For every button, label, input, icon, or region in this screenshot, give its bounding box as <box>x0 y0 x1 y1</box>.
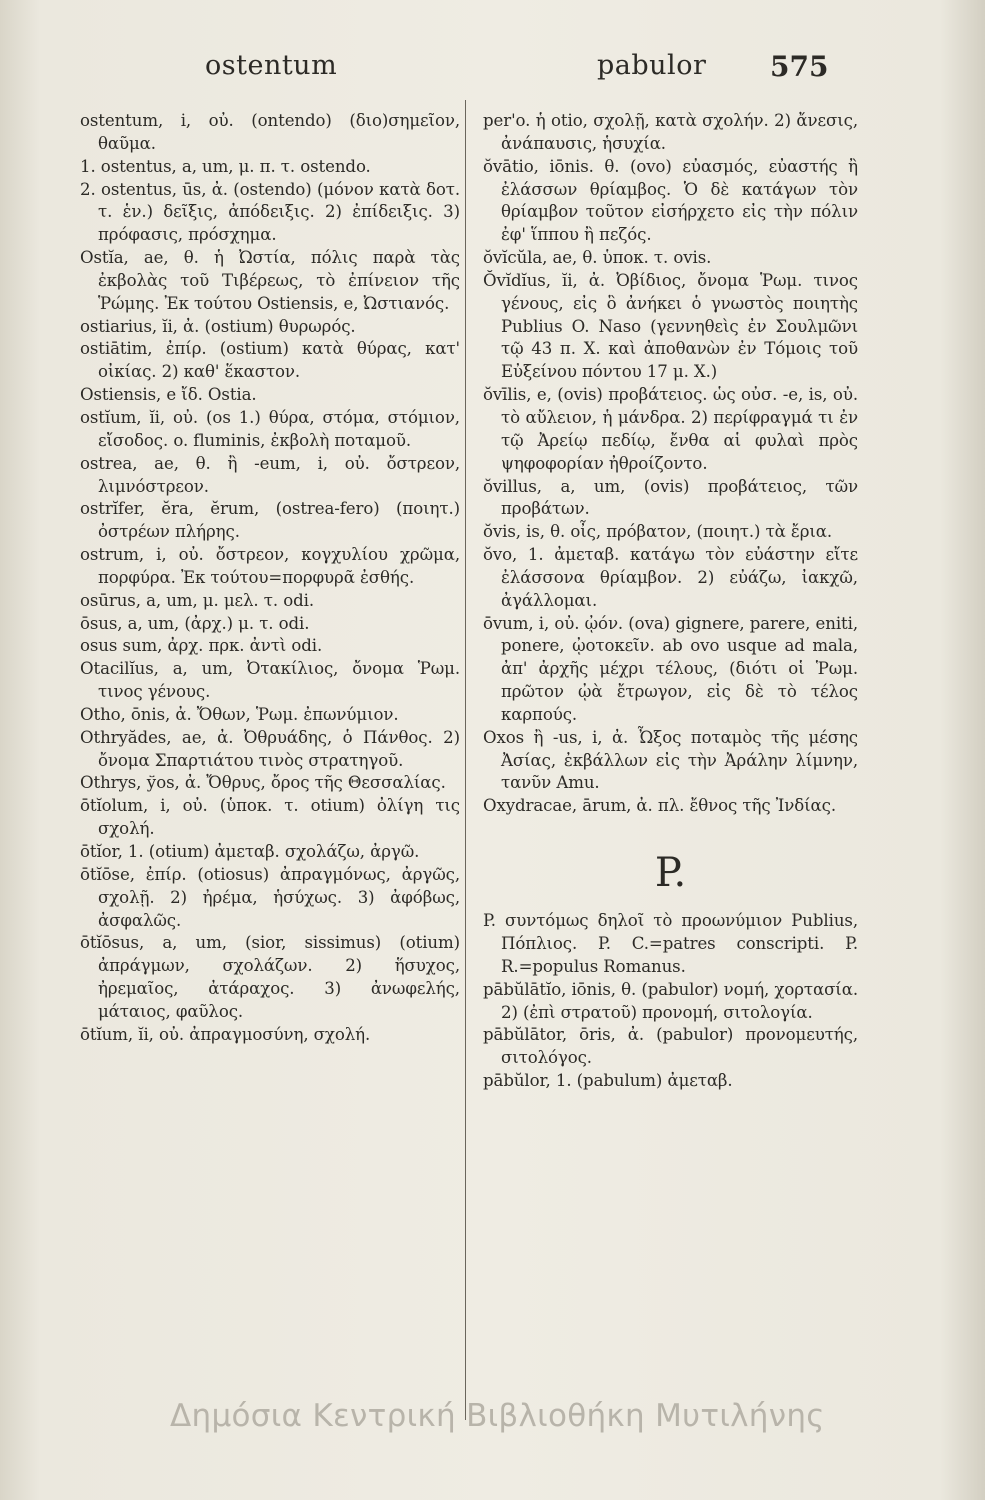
dictionary-entry: Ŏvĭdĭus, ĭi, ἀ. Ὀβίδιος, ὄνομα Ῥωμ. τινος γένους, εἰς ὃ ἀνήκει ὁ γνωστὸς ποιητὴς Publius O. Naso (γεννηθεὶς ἐν Σουλμῶνι τῷ 43 π. X. καὶ ἀποθανὼν ἐν Τόμοις τοῦ Εὐξείνου πόντου 17 μ. X.) <box>483 270 858 382</box>
dictionary-entry: Oxydracae, ārum, ἀ. πλ. ἔθνος τῆς Ἰνδίας. <box>483 796 836 816</box>
running-header <box>0 50 985 94</box>
dictionary-entry: Otho, ōnis, ἀ. Ὄθων, Ῥωμ. ἐπωνύμιον. <box>80 704 399 724</box>
dictionary-entry: ōtĭōse, ἐπίρ. (otiosus) ἀπραγμόνως, ἀργῶς, σχολῇ. 2) ἠρέμα, ἡσύχως. 3) ἀφόβως, ἀσφαλῶς. <box>80 864 460 930</box>
dictionary-entry: per'o. ἡ otio, σχολῇ, κατὰ σχολήν. 2) ἄνεσις, ἀνάπαυσις, ἡσυχία. <box>483 111 858 153</box>
dictionary-entry: Ostĭa, ae, θ. ἡ Ὠστία, πόλις παρὰ τὰς ἐκβολὰς τοῦ Τιβέρεως, τὸ ἐπίνειον τῆς Ῥώμης. Ἐκ τούτου Ostiensis, e, Ὠστιανός. <box>80 248 460 313</box>
right-entries-o <box>483 110 858 818</box>
dictionary-entry: ōtĭolum, i, οὐ. (ὑποκ. τ. otium) ὀλίγη τις σχολή. <box>80 796 460 839</box>
dictionary-entry: ŏvīlis, e, (ovis) προβάτειος. ὡς οὐσ. -e, is, οὐ. τὸ αὔλειον, ἡ μάνδρα. 2) περίφραγμά τι ἐν τῷ Ἀρείῳ πεδίῳ, ἔνθα αἱ φυλαὶ πρὸς ψηφοφορίαν ἠθροίζοντο. <box>483 385 858 473</box>
dictionary-entry: pābŭlātĭo, iōnis, θ. (pabulor) νομή, χορτασία. 2) (ἐπὶ στρατοῦ) προνομή, σιτολογία. <box>483 979 858 1022</box>
header-right-word: pabulor <box>597 50 707 81</box>
left-column <box>80 110 460 1047</box>
dictionary-entry: pābŭlor, 1. (pabulum) ἀμεταβ. <box>483 1071 733 1091</box>
dictionary-entry: ōtĭum, ĭi, οὐ. ἀπραγμοσύνη, σχολή. <box>80 1024 371 1044</box>
dictionary-entry: Othryădes, ae, ἀ. Ὀθρυάδης, ὁ Πάνθος. 2) ὄνομα Σπαρτιάτου τινὸς στρατηγοῦ. <box>80 727 460 770</box>
dictionary-entry: ōtĭor, 1. (otium) ἀμεταβ. σχολάζω, ἀργῶ. <box>80 842 420 861</box>
dictionary-entry: ostentum, i, οὐ. (ontendo) (διο)σημεῖον, θαῦμα. <box>80 111 460 153</box>
dictionary-entry: Otacilĭus, a, um, Ὀτακίλιος, ὄνομα Ῥωμ. τινος γένους. <box>80 659 460 702</box>
dictionary-entry: ostĭum, ĭi, οὐ. (os 1.) θύρα, στόμα, στόμιον, εἴσοδος. o. fluminis, ἐκβολὴ ποταμοῦ. <box>80 407 460 450</box>
dictionary-entry: 2. ostentus, ūs, ἀ. (ostendo) (μόνον κατὰ δοτ. τ. ἑν.) δεῖξις, ἀπόδειξις. 2) ἐπίδειξις. 3) πρόφασις, πρόσχημα. <box>80 179 460 245</box>
dictionary-entry: ostrea, ae, θ. ἢ -eum, i, οὐ. ὄστρεον, λιμνόστρεον. <box>80 453 460 496</box>
dictionary-entry: ŏvo, 1. ἀμεταβ. κατάγω τὸν εὐάστην εἴτε ἐλάσσονα θρίαμβον. 2) εὐάζω, ἰακχῶ, ἀγάλλομαι. <box>483 545 858 610</box>
dictionary-entry: pābŭlātor, ōris, ἀ. (pabulor) προνομευτής, σιτολόγος. <box>483 1025 858 1068</box>
dictionary-entry: 1. ostentus, a, um, μ. π. τ. ostendo. <box>80 156 371 176</box>
right-entries-p <box>483 910 858 1093</box>
dictionary-entry: ostiātim, ἐπίρ. (ostium) κατὰ θύρας, κατ' οἰκίας. 2) καθ' ἕκαστον. <box>80 339 460 382</box>
dictionary-entry: osus sum, ἀρχ. πρκ. ἀντὶ odi. <box>80 636 323 656</box>
right-column <box>483 110 858 1093</box>
library-watermark: Δημόσια Κεντρική Βιβλιοθήκη Μυτιλήνης <box>170 1398 825 1434</box>
dictionary-entry: ōsus, a, um, (ἀρχ.) μ. τ. odi. <box>80 613 310 633</box>
dictionary-entry: ŏvillus, a, um, (ovis) προβάτειος, τῶν προβάτων. <box>483 476 858 519</box>
dictionary-entry: ŏvis, is, θ. οἶς, πρόβατον, (ποιητ.) τὰ ἔρια. <box>483 522 833 542</box>
dictionary-entry: ōvum, i, οὐ. ᾠόν. (ova) gignere, parere, eniti, ponere, ᾠοτοκεῖν. ab ovo usque ad mala, ἀπ' ἀρχῆς μέχρι τέλους, (διότι οἱ Ῥωμ. πρῶτον ᾠὰ ἔτρωγον, εἰς δὲ τὸ τέλος καρπούς. <box>483 613 858 724</box>
dictionary-entry: Oxos ἢ -us, i, ἀ. Ὦξος ποταμὸς τῆς μέσης Ἀσίας, ἐκβάλλων εἰς τὴν Ἀράλην λίμνην, τανῦν Amu. <box>483 727 858 793</box>
dictionary-entry: ōtĭōsus, a, um, (sior, sissimus) (otium) ἀπράγμων, σχολάζων. 2) ἥσυχος, ἠρεμαῖος, ἀτάραχος. 3) ἀνωφελής, μάταιος, φαῦλος. <box>80 933 460 1021</box>
dictionary-entry: Ostiensis, e ἴδ. Ostia. <box>80 385 257 405</box>
dictionary-entry: P. συντόμως δηλοῖ τὸ προωνύμιον Publius, Πόπλιος. P. C.=patres conscripti. P. R.=populus Romanus. <box>483 911 858 976</box>
page-number: 575 <box>770 50 829 83</box>
header-left-word: ostentum <box>205 50 338 81</box>
dictionary-entry: osūrus, a, um, μ. μελ. τ. odi. <box>80 590 314 610</box>
column-divider <box>465 100 466 1420</box>
dictionary-entry: ŏvātio, iōnis. θ. (ovo) εὐασμός, εὐαστής ἢ ἐλάσσων θρίαμβος. Ὁ δὲ κατάγων τὸν θρίαμβον τοῦτον εἰσήρχετο εἰς τὴν πόλιν ἐφ' ἵππου ἢ πεζός. <box>483 156 858 245</box>
dictionary-entry: Othrys, ўos, ἀ. Ὄθρυς, ὄρος τῆς Θεσσαλίας. <box>80 773 446 793</box>
dictionary-entry: ostrum, i, οὐ. ὄστρεον, κογχυλίου χρῶμα, πορφύρα. Ἐκ τούτου=πορφυρᾶ ἐσθής. <box>80 545 460 587</box>
section-letter-heading: P. <box>654 850 687 897</box>
dictionary-entry: ostrĭfer, ĕra, ĕrum, (ostrea-fero) (ποιητ.) ὀστρέων πλήρης. <box>80 499 460 542</box>
dictionary-entry: ostiarius, ĭi, ἀ. (ostium) θυρωρός. <box>80 316 356 336</box>
dictionary-entry: ŏvĭcŭla, ae, θ. ὑποκ. τ. ovis. <box>483 248 712 268</box>
